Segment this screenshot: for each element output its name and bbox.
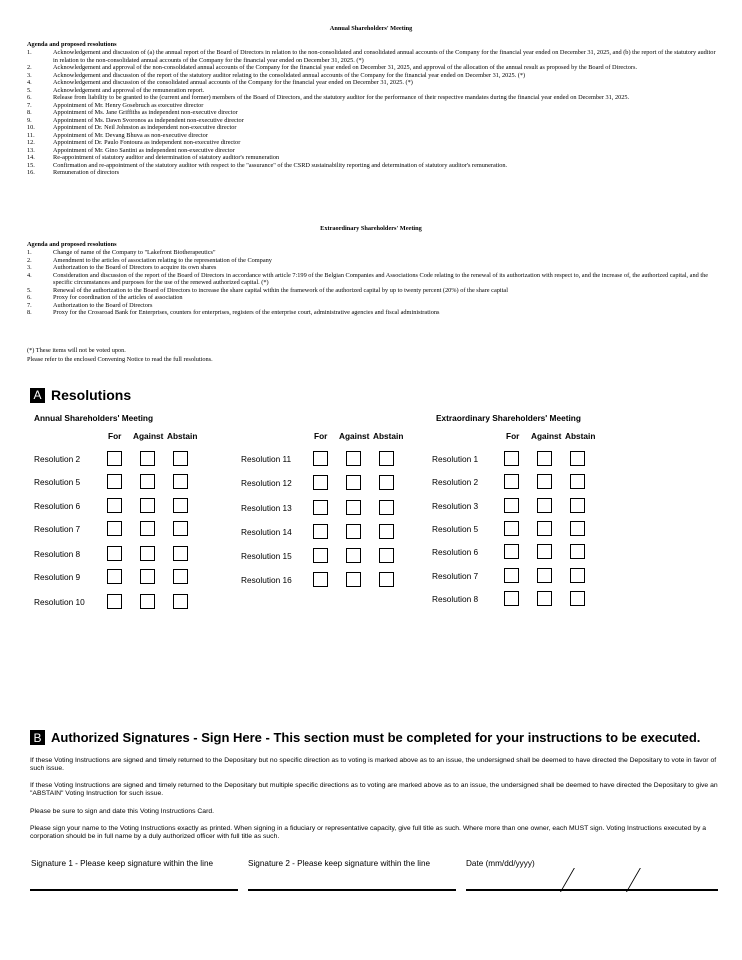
checkbox-abstain[interactable]: [173, 474, 188, 489]
annual-agenda-item: [27, 147, 719, 155]
checkbox-for[interactable]: [313, 572, 328, 587]
checkbox-for[interactable]: [313, 500, 328, 515]
checkbox-for[interactable]: [313, 451, 328, 466]
checkbox-against[interactable]: [537, 451, 552, 466]
annual-agenda-heading: Agenda and proposed resolutions: [27, 41, 117, 48]
annual-agenda-item: [27, 64, 719, 72]
extraordinary-agenda-item-number: 5.: [27, 286, 32, 294]
resolution-label: [432, 473, 504, 491]
checkbox-against[interactable]: [140, 521, 155, 536]
annual-agenda-item-text: Appointment of Mr. Henry Gosebruch as executive director: [53, 101, 204, 109]
resolution-label-text: Resolution 6: [432, 547, 479, 557]
signature-2-label: Signature 2 - Please keep signature within the line: [248, 859, 431, 868]
annual-agenda-item-text: Appointment of Mr. Devang Bhuva as non-executive director: [53, 131, 208, 139]
checkbox-against[interactable]: [537, 591, 552, 606]
annual-resolutions-heading: Annual Shareholders' Meeting: [34, 413, 154, 423]
resolution-label: [432, 450, 504, 468]
resolution-label-text: Resolution 14: [241, 527, 292, 537]
checkbox-abstain[interactable]: [173, 546, 188, 561]
annual-agenda-item-text: Acknowledgement and discussion of the consolidated annual accounts of the Company for the financial year ended on December 31, 2025. (*): [53, 79, 413, 86]
instruction-sign-and-date: Please be sure to sign and date this Voting Instructions Card.: [30, 808, 215, 815]
checkbox-abstain[interactable]: [173, 521, 188, 536]
resolution-label: [241, 547, 313, 565]
resolution-label: [34, 473, 106, 491]
annual-agenda-item-number: 13.: [27, 146, 35, 154]
annual-agenda-item-number: 8.: [27, 109, 32, 116]
checkbox-for[interactable]: [504, 498, 519, 513]
resolution-label: [241, 523, 313, 541]
resolution-label: [34, 497, 106, 515]
resolution-label-text: Resolution 15: [241, 551, 292, 561]
option-header-abstain: Abstain: [373, 431, 404, 441]
section-a-title: Resolutions: [51, 387, 132, 403]
extraordinary-agenda-heading: Agenda and proposed resolutions: [27, 241, 117, 248]
resolution-label-text: Resolution 11: [241, 454, 292, 464]
instruction-multiple-directions: If these Voting Instructions are signed and timely returned to the Depositary but multiple specific directions as to voting are marked above as to an issue, the undersigned shall be deemed to have directed the Depositary to give an "ABSTAIN" Voting Instruction for such issue.: [30, 782, 718, 797]
annual-agenda-item-number: 10.: [27, 124, 35, 131]
checkbox-abstain[interactable]: [570, 591, 585, 606]
checkbox-for[interactable]: [107, 521, 122, 536]
extraordinary-agenda-item-text: Authorization to the Board of Directors: [53, 301, 153, 309]
resolution-label-text: Resolution 2: [432, 477, 479, 487]
checkbox-abstain[interactable]: [173, 498, 188, 513]
extraordinary-agenda-item-text: Authorization to the Board of Directors to acquire its own shares: [53, 264, 217, 271]
annual-agenda-item-number: 6.: [27, 94, 32, 101]
annual-agenda-item: [27, 154, 719, 162]
checkbox-against[interactable]: [346, 475, 361, 490]
checkbox-against[interactable]: [140, 474, 155, 489]
resolution-label-text: Resolution 1: [432, 454, 479, 464]
option-header-for: For: [506, 431, 520, 441]
annual-agenda-item-number: 15.: [27, 161, 35, 169]
annual-agenda-item: [27, 124, 719, 132]
resolution-label: [241, 571, 313, 589]
annual-agenda-item: [27, 79, 719, 87]
checkbox-for[interactable]: [504, 521, 519, 536]
date-line[interactable]: [466, 889, 718, 891]
option-header-for: For: [314, 431, 328, 441]
date-label: Date (mm/dd/yyyy): [466, 859, 535, 868]
checkbox-for[interactable]: [107, 594, 122, 609]
extraordinary-agenda-item-text: Renewal of the authorization to the Board of Directors to increase the share capital within the framework of the authorized capital by up to twenty percent (20%) of the share capital: [53, 286, 508, 294]
annual-agenda-item: [27, 87, 719, 95]
checkbox-for[interactable]: [107, 569, 122, 584]
annual-agenda-item-text: Re-appointment of statutory auditor and determination of statutory auditor's remuneration: [53, 154, 280, 161]
annual-agenda-item-text: Appointment of Dr. Neil Johnston as independent non-executive director: [53, 124, 237, 131]
checkbox-for[interactable]: [504, 474, 519, 489]
checkbox-for[interactable]: [107, 546, 122, 561]
checkbox-for[interactable]: [504, 544, 519, 559]
section-a-badge: A: [30, 388, 45, 403]
extraordinary-agenda-item: [27, 257, 719, 265]
annual-agenda-item-text: Acknowledgement and discussion of (a) the annual report of the Board of Directors in relation to the non-consolidated and consolidated annual accounts of the Company for the financial year ended on December 31, 2025, and (b) the report of the statutory auditor in relation to the non-consolidated annual accounts of the Company for the financial year ended on December 31, 2025. (*): [53, 49, 716, 64]
annual-agenda-item: [27, 117, 719, 125]
extraordinary-agenda-item-number: 3.: [27, 264, 32, 271]
extraordinary-agenda-list: [27, 249, 719, 317]
extraordinary-meeting-title: Extraordinary Shareholders' Meeting: [320, 225, 422, 232]
footnote-convening-notice: Please refer to the enclosed Convening Notice to read the full resolutions.: [27, 355, 213, 363]
resolution-label-text: Resolution 5: [432, 524, 479, 534]
checkbox-for[interactable]: [504, 568, 519, 583]
annual-agenda-item-text: Remuneration of directors: [53, 169, 120, 176]
checkbox-against[interactable]: [346, 572, 361, 587]
extraordinary-agenda-item: [27, 249, 719, 257]
checkbox-for[interactable]: [313, 524, 328, 539]
extraordinary-agenda-item: [27, 272, 719, 287]
checkbox-abstain[interactable]: [379, 500, 394, 515]
extraordinary-agenda-item: [27, 294, 719, 302]
option-header-against: Against: [133, 431, 164, 441]
checkbox-abstain[interactable]: [379, 451, 394, 466]
checkbox-abstain[interactable]: [379, 524, 394, 539]
annual-agenda-item: [27, 72, 719, 80]
instruction-no-direction: If these Voting Instructions are signed and timely returned to the Depositary but no specific direction as to voting is marked above as to an issue, the undersigned shall be deemed to have directed the Depositary to vote in favor of such issue.: [30, 757, 717, 772]
annual-agenda-item-text: Confirmation and re-appointment of the statutory auditor with respect to the "assurance" of the CSRD sustainability reporting and determination of statutory auditor's remuneration.: [53, 161, 508, 169]
annual-agenda-item-number: 11.: [27, 131, 35, 139]
checkbox-against[interactable]: [537, 568, 552, 583]
annual-agenda-item-number: 3.: [27, 71, 32, 79]
resolution-label-text: Resolution 13: [241, 503, 292, 513]
checkbox-against[interactable]: [140, 451, 155, 466]
resolution-label-text: Resolution 5: [34, 477, 81, 487]
signature-1-label: Signature 1 - Please keep signature within the line: [31, 859, 214, 868]
annual-agenda-item-number: 2.: [27, 64, 32, 71]
footnotes: [27, 347, 213, 364]
checkbox-against[interactable]: [537, 474, 552, 489]
extraordinary-agenda-item-number: 6.: [27, 294, 32, 301]
checkbox-abstain[interactable]: [570, 498, 585, 513]
resolution-label: [34, 593, 106, 611]
resolution-label-text: Resolution 7: [432, 571, 479, 581]
resolution-label-text: Resolution 7: [34, 524, 81, 534]
annual-agenda-item-text: Release from liability to be granted to the (current and former) members of the Board of Directors, and the statutory auditor for the performance of their respective mandates during the financial year ended on December 31, 2025.: [53, 94, 630, 101]
checkbox-for[interactable]: [107, 498, 122, 513]
checkbox-against[interactable]: [140, 569, 155, 584]
annual-agenda-item-number: 16.: [27, 169, 35, 176]
option-header-abstain: Abstain: [565, 431, 596, 441]
checkbox-against[interactable]: [140, 546, 155, 561]
annual-agenda-item-text: Acknowledgement and approval of the non-consolidated annual accounts of the Company for the financial year ended on December 31, 2025, and approval of the allocation of the annual result as proposed by the Board of Directors.: [53, 64, 638, 71]
extraordinary-agenda-item-text: Proxy for the Crossroad Bank for Enterprises, counters for enterprises, registers of the enterprise court, administrative agencies and fiscal administrations: [53, 309, 440, 316]
resolution-label-text: Resolution 8: [432, 594, 479, 604]
checkbox-against[interactable]: [346, 548, 361, 563]
annual-agenda-item: [27, 102, 719, 110]
resolution-label-text: Resolution 3: [432, 501, 479, 511]
checkbox-abstain[interactable]: [570, 451, 585, 466]
annual-agenda-item: [27, 169, 719, 177]
annual-agenda-item-text: Appointment of Ms. Jane Griffiths as independent non-executive director: [53, 109, 238, 116]
checkbox-abstain[interactable]: [570, 474, 585, 489]
section-b-title: Authorized Signatures - Sign Here - This section must be completed for your instructions to be executed.: [51, 730, 701, 745]
extraordinary-agenda-item-number: 8.: [27, 309, 32, 316]
option-header-against: Against: [531, 431, 562, 441]
checkbox-abstain[interactable]: [570, 521, 585, 536]
resolution-label-text: Resolution 9: [34, 572, 81, 582]
resolution-label-text: Resolution 6: [34, 501, 81, 511]
section-b-header: [30, 730, 700, 745]
extraordinary-agenda-item: [27, 287, 719, 295]
annual-agenda-item-number: 9.: [27, 116, 32, 124]
annual-agenda-item-text: Acknowledgement and discussion of the report of the statutory auditor relating to the consolidated annual accounts of the Company for the financial year ended on December 31, 2025. (*): [53, 71, 526, 79]
resolution-label-text: Resolution 16: [241, 575, 292, 585]
resolution-label: [34, 450, 106, 468]
annual-agenda-item-number: 5.: [27, 86, 32, 94]
checkbox-for[interactable]: [313, 548, 328, 563]
annual-agenda-item: [27, 132, 719, 140]
checkbox-against[interactable]: [346, 524, 361, 539]
checkbox-abstain[interactable]: [570, 544, 585, 559]
annual-agenda-item-number: 7.: [27, 101, 32, 109]
extraordinary-agenda-item-text: Consideration and discussion of the report of the Board of Directors in accordance with article 7:199 of the Belgian Companies and Associations Code relating to the renewal of its authorization with respect to, and the increase of, the authorized capital, and the specific circumstances and purposes for the use of the renewed authorized capital. (*): [53, 271, 709, 286]
checkbox-abstain[interactable]: [379, 475, 394, 490]
resolution-label-text: Resolution 10: [34, 597, 85, 607]
extraordinary-agenda-item: [27, 302, 719, 310]
resolution-label: [241, 499, 313, 517]
checkbox-for[interactable]: [504, 591, 519, 606]
resolution-label-text: Resolution 2: [34, 454, 81, 464]
resolution-label: [432, 543, 504, 561]
annual-agenda-item-number: 4.: [27, 79, 32, 86]
checkbox-against[interactable]: [537, 521, 552, 536]
signature-1-line[interactable]: [30, 889, 238, 891]
checkbox-abstain[interactable]: [379, 572, 394, 587]
checkbox-against[interactable]: [140, 498, 155, 513]
extraordinary-agenda-item-number: 7.: [27, 301, 32, 309]
resolution-label-text: Resolution 8: [34, 549, 81, 559]
checkbox-for[interactable]: [107, 451, 122, 466]
annual-agenda-item-text: Appointment of Ms. Dawn Svoronos as independent non-executive director: [53, 116, 244, 124]
checkbox-abstain[interactable]: [570, 568, 585, 583]
checkbox-against[interactable]: [537, 544, 552, 559]
annual-agenda-item-text: Appointment of Dr. Paulo Fontoura as independent non-executive director: [53, 139, 241, 146]
checkbox-against[interactable]: [537, 498, 552, 513]
annual-agenda-item-number: 14.: [27, 154, 35, 161]
resolution-label: [34, 568, 106, 586]
checkbox-for[interactable]: [107, 474, 122, 489]
extraordinary-resolutions-heading: Extraordinary Shareholders' Meeting: [436, 413, 581, 423]
extraordinary-agenda-item-number: 1.: [27, 249, 32, 256]
resolution-label: [34, 545, 106, 563]
checkbox-against[interactable]: [346, 451, 361, 466]
annual-agenda-list: [27, 49, 719, 177]
checkbox-against[interactable]: [140, 594, 155, 609]
annual-meeting-title: Annual Shareholders' Meeting: [329, 25, 413, 32]
resolution-label: [432, 590, 504, 608]
checkbox-abstain[interactable]: [173, 451, 188, 466]
extraordinary-agenda-item-text: Proxy for coordination of the articles of association: [53, 294, 183, 301]
resolution-label: [241, 474, 313, 492]
extraordinary-agenda-item-text: Amendment to the articles of association relating to the representation of the Company: [53, 256, 272, 264]
checkbox-abstain[interactable]: [173, 569, 188, 584]
annual-agenda-item: [27, 162, 719, 170]
extraordinary-agenda-item: [27, 264, 719, 272]
option-header-abstain: Abstain: [167, 431, 198, 441]
footnote-not-voted: (*) These items will not be voted upon.: [27, 347, 126, 354]
annual-agenda-item-text: Appointment of Mr. Gino Santini as independent non-executive director: [53, 146, 235, 154]
resolution-label: [432, 520, 504, 538]
section-a-header: [30, 387, 131, 403]
extraordinary-agenda-item-text: Change of name of the Company to "Lakefront Biotherapeutics": [53, 249, 216, 256]
instruction-signing-rules: Please sign your name to the Voting Instructions exactly as printed. When signing in a fiduciary or representative capacity, give full title as such. Where more than one owner, each MUST sign. Voting Instructions executed by a corporation should be in full name by a duly authorized officer with full title as such.: [30, 825, 707, 840]
checkbox-abstain[interactable]: [173, 594, 188, 609]
annual-agenda-item: [27, 94, 719, 102]
checkbox-for[interactable]: [313, 475, 328, 490]
resolution-label: [432, 567, 504, 585]
checkbox-for[interactable]: [504, 451, 519, 466]
resolution-label: [241, 450, 313, 468]
annual-agenda-item: [27, 139, 719, 147]
option-header-for: For: [108, 431, 122, 441]
signature-2-line[interactable]: [248, 889, 456, 891]
annual-agenda-item: [27, 49, 719, 64]
checkbox-against[interactable]: [346, 500, 361, 515]
extraordinary-agenda-item: [27, 309, 719, 317]
resolution-label: [432, 497, 504, 515]
annual-agenda-item-number: 1.: [27, 49, 32, 56]
resolution-label: [34, 520, 106, 538]
extraordinary-agenda-item-number: 2.: [27, 256, 32, 264]
annual-agenda-item-number: 12.: [27, 139, 35, 146]
annual-agenda-item: [27, 109, 719, 117]
option-header-against: Against: [339, 431, 370, 441]
resolution-label-text: Resolution 12: [241, 478, 292, 488]
checkbox-abstain[interactable]: [379, 548, 394, 563]
section-b-badge: B: [30, 730, 45, 745]
extraordinary-agenda-item-number: 4.: [27, 271, 32, 279]
annual-agenda-item-text: Acknowledgement and approval of the remuneration report.: [53, 86, 205, 94]
